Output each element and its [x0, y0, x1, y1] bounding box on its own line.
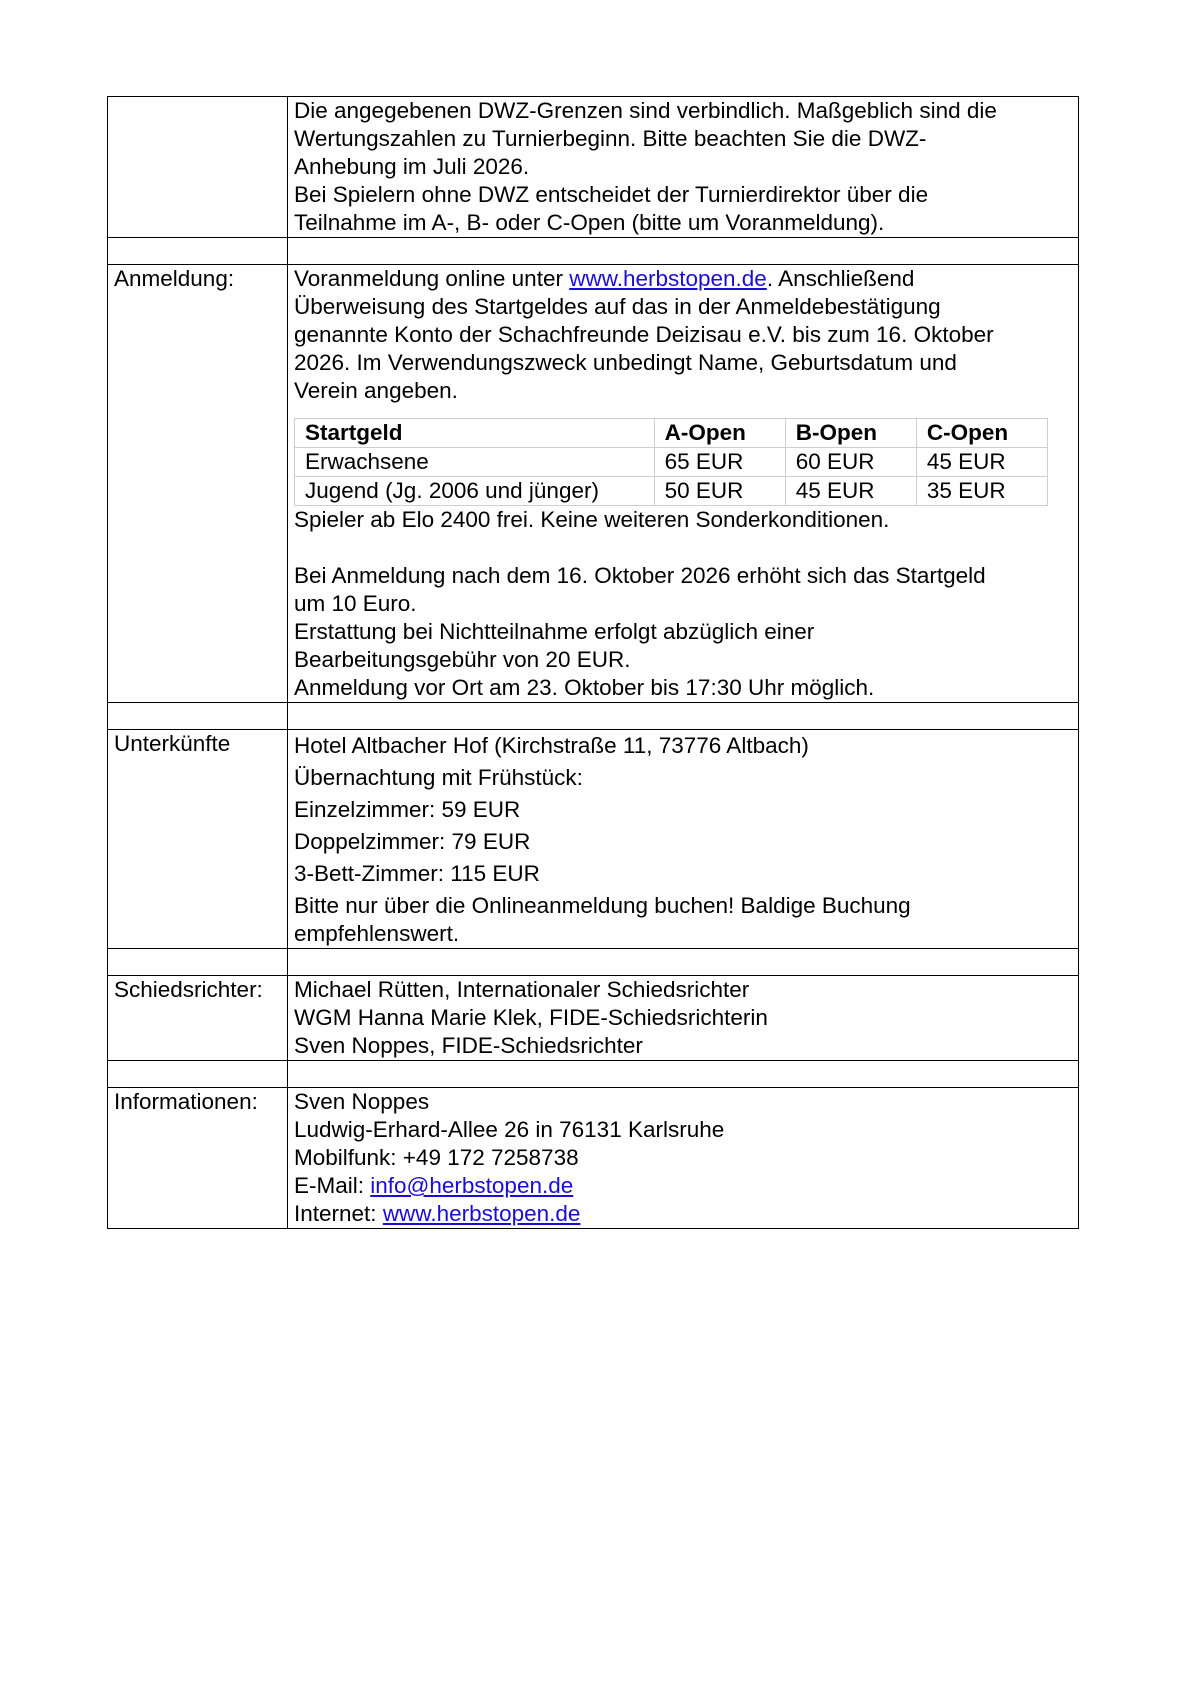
unterkunft-line: 3-Bett-Zimmer: 115 EUR	[294, 861, 540, 886]
fee-cell: 60 EUR	[785, 448, 916, 477]
unterkunft-line: Einzelzimmer: 59 EUR	[294, 797, 521, 822]
late-line: Bearbeitungsgebühr von 20 EUR.	[294, 647, 631, 672]
unterkunft-line: Übernachtung mit Frühstück:	[294, 765, 583, 790]
late-line: Anmeldung vor Ort am 23. Oktober bis 17:30 Uhr möglich.	[294, 675, 875, 700]
fee-table-header	[295, 419, 1048, 448]
anmeldung-line: Überweisung des Startgeldes auf das in der Anmeldebestätigung	[294, 294, 941, 319]
fee-cell: Erwachsene	[295, 448, 655, 477]
anmeldung-suffix: . Anschließend	[766, 266, 915, 291]
informationen-row	[108, 1088, 1079, 1229]
informationen-content	[288, 1088, 1079, 1229]
intro-row	[108, 97, 1079, 238]
herbstopen-link[interactable]: www.herbstopen.de	[569, 266, 767, 291]
spacer-row	[108, 1061, 1079, 1088]
email-label: E-Mail:	[294, 1173, 371, 1198]
info-table	[107, 96, 1079, 1229]
anmeldung-line: Verein angeben.	[294, 378, 458, 403]
unterkuenfte-label: Unterkünfte	[108, 730, 288, 949]
intro-line: Die angegebenen DWZ-Grenzen sind verbindlich. Maßgeblich sind die	[294, 98, 997, 123]
fee-header-cell: B-Open	[785, 419, 916, 448]
spacer-row	[108, 238, 1079, 265]
document-page	[107, 96, 1079, 1229]
unterkunft-note: empfehlenswert.	[294, 921, 460, 946]
referee-line: Michael Rütten, Internationaler Schiedsrichter	[294, 977, 750, 1002]
referee-line: Sven Noppes, FIDE-Schiedsrichter	[294, 1033, 643, 1058]
fee-header-cell: A-Open	[654, 419, 785, 448]
fee-table	[294, 418, 1048, 506]
intro-line: Teilnahme im A-, B- oder C-Open (bitte um Voranmeldung).	[294, 210, 885, 235]
anmeldung-label: Anmeldung:	[108, 265, 288, 703]
unterkunft-line: Doppelzimmer: 79 EUR	[294, 829, 531, 854]
intro-line: Bei Spielern ohne DWZ entscheidet der Turnierdirektor über die	[294, 182, 929, 207]
anmeldung-row	[108, 265, 1079, 703]
fee-cell: 45 EUR	[785, 477, 916, 506]
anmeldung-line: 2026. Im Verwendungszweck unbedingt Name, Geburtsdatum und	[294, 350, 957, 375]
unterkunft-line: Hotel Altbacher Hof (Kirchstraße 11, 73776 Altbach)	[294, 733, 809, 758]
anmeldung-line: genannte Konto der Schachfreunde Deizisau e.V. bis zum 16. Oktober	[294, 322, 994, 347]
late-line: um 10 Euro.	[294, 591, 417, 616]
late-line: Erstattung bei Nichtteilnahme erfolgt abzüglich einer	[294, 619, 815, 644]
intro-content-cell	[288, 97, 1079, 238]
fee-cell: Jugend (Jg. 2006 und jünger)	[295, 477, 655, 506]
fee-table-row	[295, 477, 1048, 506]
email-line	[294, 1172, 1072, 1200]
free-entry-note: Spieler ab Elo 2400 frei. Keine weiteren Sonderkonditionen.	[294, 507, 890, 532]
web-label: Internet:	[294, 1201, 383, 1226]
website-link[interactable]: www.herbstopen.de	[382, 1201, 581, 1226]
intro-line: Anhebung im Juli 2026.	[294, 154, 530, 179]
fee-cell: 35 EUR	[916, 477, 1047, 506]
unterkuenfte-content	[288, 730, 1079, 949]
intro-line: Wertungszahlen zu Turnierbeginn. Bitte beachten Sie die DWZ-	[294, 126, 927, 151]
fee-cell: 45 EUR	[916, 448, 1047, 477]
spacer-row	[108, 703, 1079, 730]
schiedsrichter-row	[108, 976, 1079, 1061]
schiedsrichter-label: Schiedsrichter:	[108, 976, 288, 1061]
unterkunft-note: Bitte nur über die Onlineanmeldung buchen! Baldige Buchung	[294, 893, 911, 918]
contact-line: Ludwig-Erhard-Allee 26 in 76131 Karlsruhe	[294, 1117, 725, 1142]
fee-header-cell: C-Open	[916, 419, 1047, 448]
anmeldung-content	[288, 265, 1079, 703]
fee-header-cell: Startgeld	[295, 419, 655, 448]
intro-label-cell	[108, 97, 288, 238]
contact-line: Sven Noppes	[294, 1089, 430, 1114]
fee-table-row	[295, 448, 1048, 477]
referee-line: WGM Hanna Marie Klek, FIDE-Schiedsrichterin	[294, 1005, 768, 1030]
fee-cell: 65 EUR	[654, 448, 785, 477]
unterkuenfte-row	[108, 730, 1079, 949]
anmeldung-first-line	[294, 265, 1072, 293]
web-line	[294, 1200, 1072, 1228]
email-link[interactable]: info@herbstopen.de	[370, 1173, 574, 1198]
late-line: Bei Anmeldung nach dem 16. Oktober 2026 erhöht sich das Startgeld	[294, 563, 986, 588]
informationen-label: Informationen:	[108, 1088, 288, 1229]
schiedsrichter-content	[288, 976, 1079, 1061]
fee-cell: 50 EUR	[654, 477, 785, 506]
anmeldung-prefix: Voranmeldung online unter	[294, 266, 570, 291]
spacer-row	[108, 949, 1079, 976]
contact-line: Mobilfunk: +49 172 7258738	[294, 1145, 579, 1170]
